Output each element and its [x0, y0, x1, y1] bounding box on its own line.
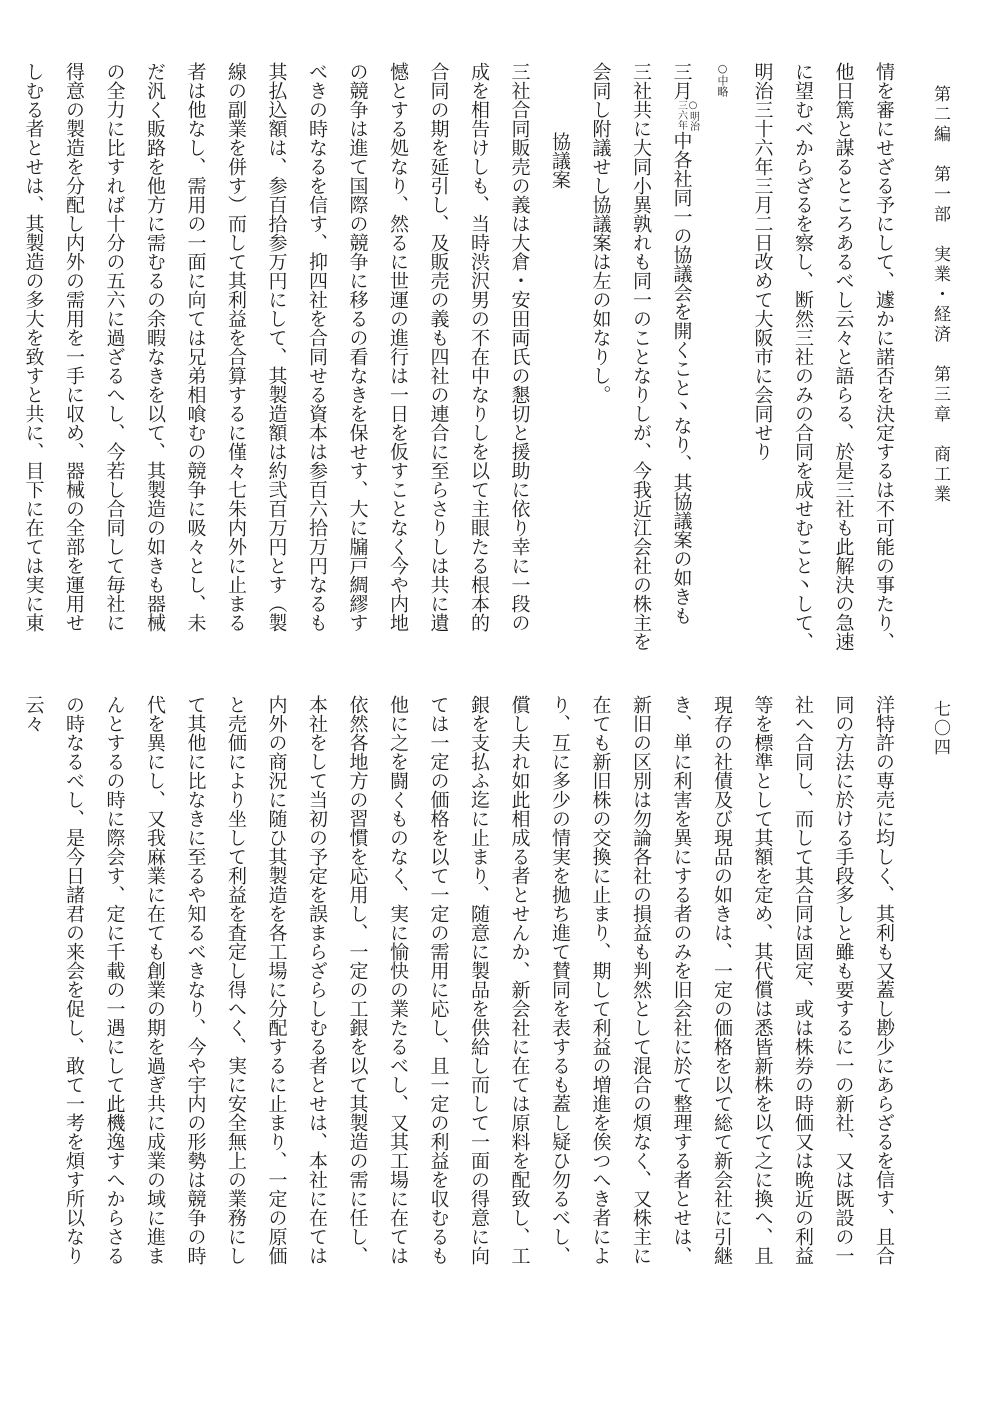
proposal-line: 線の副業を併す）而して其利益を合算するに僅々七朱内外に止まる	[225, 62, 247, 632]
text-line-march	[661, 62, 702, 662]
text-line: 代を異にし、又我麻業に在ても創業の期を過ぎ共に成業の域に進ま	[144, 695, 166, 1265]
text-line: んとするの時に際会す、定に千載の一遇にして此機逸すへからさる	[103, 695, 126, 1265]
text-line: 銀を支払ふ迄に止まり、随意に製品を供給し而して一面の得意に向	[468, 695, 490, 1265]
proposal-line: の競争は進て国際の競争に移るの看なきを保せす、大に牖戸綢繆す	[346, 62, 369, 632]
text-line: 明治三十六年三月二日改めて大阪市に会同せり	[751, 62, 774, 461]
proposal-line: の全力に比すれば十分の五六に過ざるへし、今若し合同して毎社に	[103, 62, 126, 632]
text-line: り、互に多少の情実を拋ち進て賛同を表するも蓋し疑ひ勿るべし、	[549, 695, 571, 1265]
text-line: て其他に比なきに至るや知るべきなり、今や宇内の形勢は競争の時	[184, 695, 207, 1265]
text-line: き、単に利害を異にする者のみを旧会社に於て整理する者とせは、	[670, 695, 693, 1265]
text-line: 社へ合同し、而して其合同は固定、或は株券の時価又は晩近の利益	[792, 695, 814, 1265]
text-line: 内外の商況に随ひ其製造を各工場に分配するに止まり、一定の原価	[265, 695, 288, 1265]
top-text-block	[13, 62, 904, 662]
text-line: 償し夫れ如此相成る者とせんか、新会社に在ては原料を配致し、工	[508, 695, 531, 1265]
proposal-line: 其払込額は、参百拾参万円にして、其製造額は約弐百万円とす（製	[265, 62, 288, 632]
text-line: 依然各地方の習慣を応用し、一定の工銀を以て其製造の需に任し、	[346, 695, 369, 1265]
proposal-line: 成を相告けしも、当時渋沢男の不在中なりしを以て主眼たる根本的	[468, 62, 490, 632]
annotation-line: 三六年	[675, 100, 687, 130]
text-line: 等を標準として其額を定め、其代償は悉皆新株を以て之に換へ、且	[751, 695, 774, 1265]
text-line: 在ても新旧株の交換に止まり、期して利益の増進を俟つへき者によ	[589, 695, 612, 1265]
proposal-line: しむる者とせは、其製造の多大を致すと共に、目下に在ては実に東	[22, 62, 45, 632]
proposal-line: 三社合同販売の義は大倉・安田両氏の懇切と援助に依り幸に一段の	[508, 62, 531, 632]
text-line: に望むべからざるを察し、断然三社のみの合同を成せむこと丶して、	[792, 62, 814, 651]
bottom-text-block	[13, 695, 904, 1295]
text-line: 本社をして当初の予定を誤まらざらしむる者とせは、本社に在ては	[306, 695, 328, 1265]
text-line: 現存の社債及び現品の如きは、一定の価格を以て総て新会社に引継	[711, 695, 733, 1265]
text-line: 云々	[22, 695, 45, 733]
text-line: 洋特許の専売に均しく、其利も又蓋し尠少にあらざるを信す、且合	[873, 695, 895, 1265]
text-line: ては一定の価格を以て一定の需用に応し、且一定の利益を収むるも	[427, 695, 450, 1265]
text-line: 他に之を闘くものなく、実に愉快の業たるべし、又其工場に在ては	[387, 695, 409, 1265]
date-annotation	[675, 100, 699, 131]
proposal-line: 者は他なし、需用の一面に向ては兄弟相喰むの競争に吸々とし、未	[184, 62, 207, 632]
proposal-line: 合同の期を延引し、及販売の義も四社の連合に至らさりしは共に遺	[427, 62, 450, 632]
page-number: 七〇四	[930, 700, 950, 757]
march-rest: 中各社同一の協議会を開くこと丶なり、其協議案の如きも	[670, 131, 693, 625]
text-line: 他日篤と謀るところあるべし云々と語らる、於是三社も此解決の急速	[832, 62, 855, 651]
text-line: 三社共に大同小異孰れも同一のことなりしが、今我近江会社の株主を	[630, 62, 652, 651]
annotation-line: ○明治	[687, 100, 699, 131]
text-line: と売価により坐して利益を査定し得へく、実に安全無上の業務にし	[225, 695, 247, 1265]
march-prefix: 三月	[670, 62, 693, 100]
text-line: 同の方法に於ける手段多しと雖も要するに一の新社、又は既設の一	[832, 695, 855, 1265]
proposal-heading: 協議案	[549, 132, 571, 189]
text-line: 新旧の区別は勿論各社の損益も判然として混合の煩なく、又株主に	[630, 695, 652, 1265]
running-header: 第二編 第一部 実業・経済 第三章 商工業	[930, 85, 950, 505]
proposal-line: べきの時なるを信す、抑四社を合同せる資本は参百六拾万円なるも	[306, 62, 328, 632]
proposal-line: だ汎く販路を他方に需むるの余暇なきを以て、其製造の如きも器械	[144, 62, 166, 632]
text-line: の時なるべし、是今日諸君の来会を促し、敢て一考を煩す所以なり	[63, 695, 85, 1265]
omission-note: ○中略	[716, 62, 729, 97]
text-line: 情を審にせざる予にして、遽かに諾否を決定するは不可能の事たり、	[873, 62, 895, 651]
text-line: 会同し附議せし協議案は左の如なりし。	[589, 62, 612, 404]
proposal-line: 憾とする処なり、然るに世運の進行は一日を仮すことなく今や内地	[387, 62, 409, 632]
proposal-line: 得意の製造を分配し内外の需用を一手に収め、器械の全部を運用せ	[63, 62, 85, 632]
